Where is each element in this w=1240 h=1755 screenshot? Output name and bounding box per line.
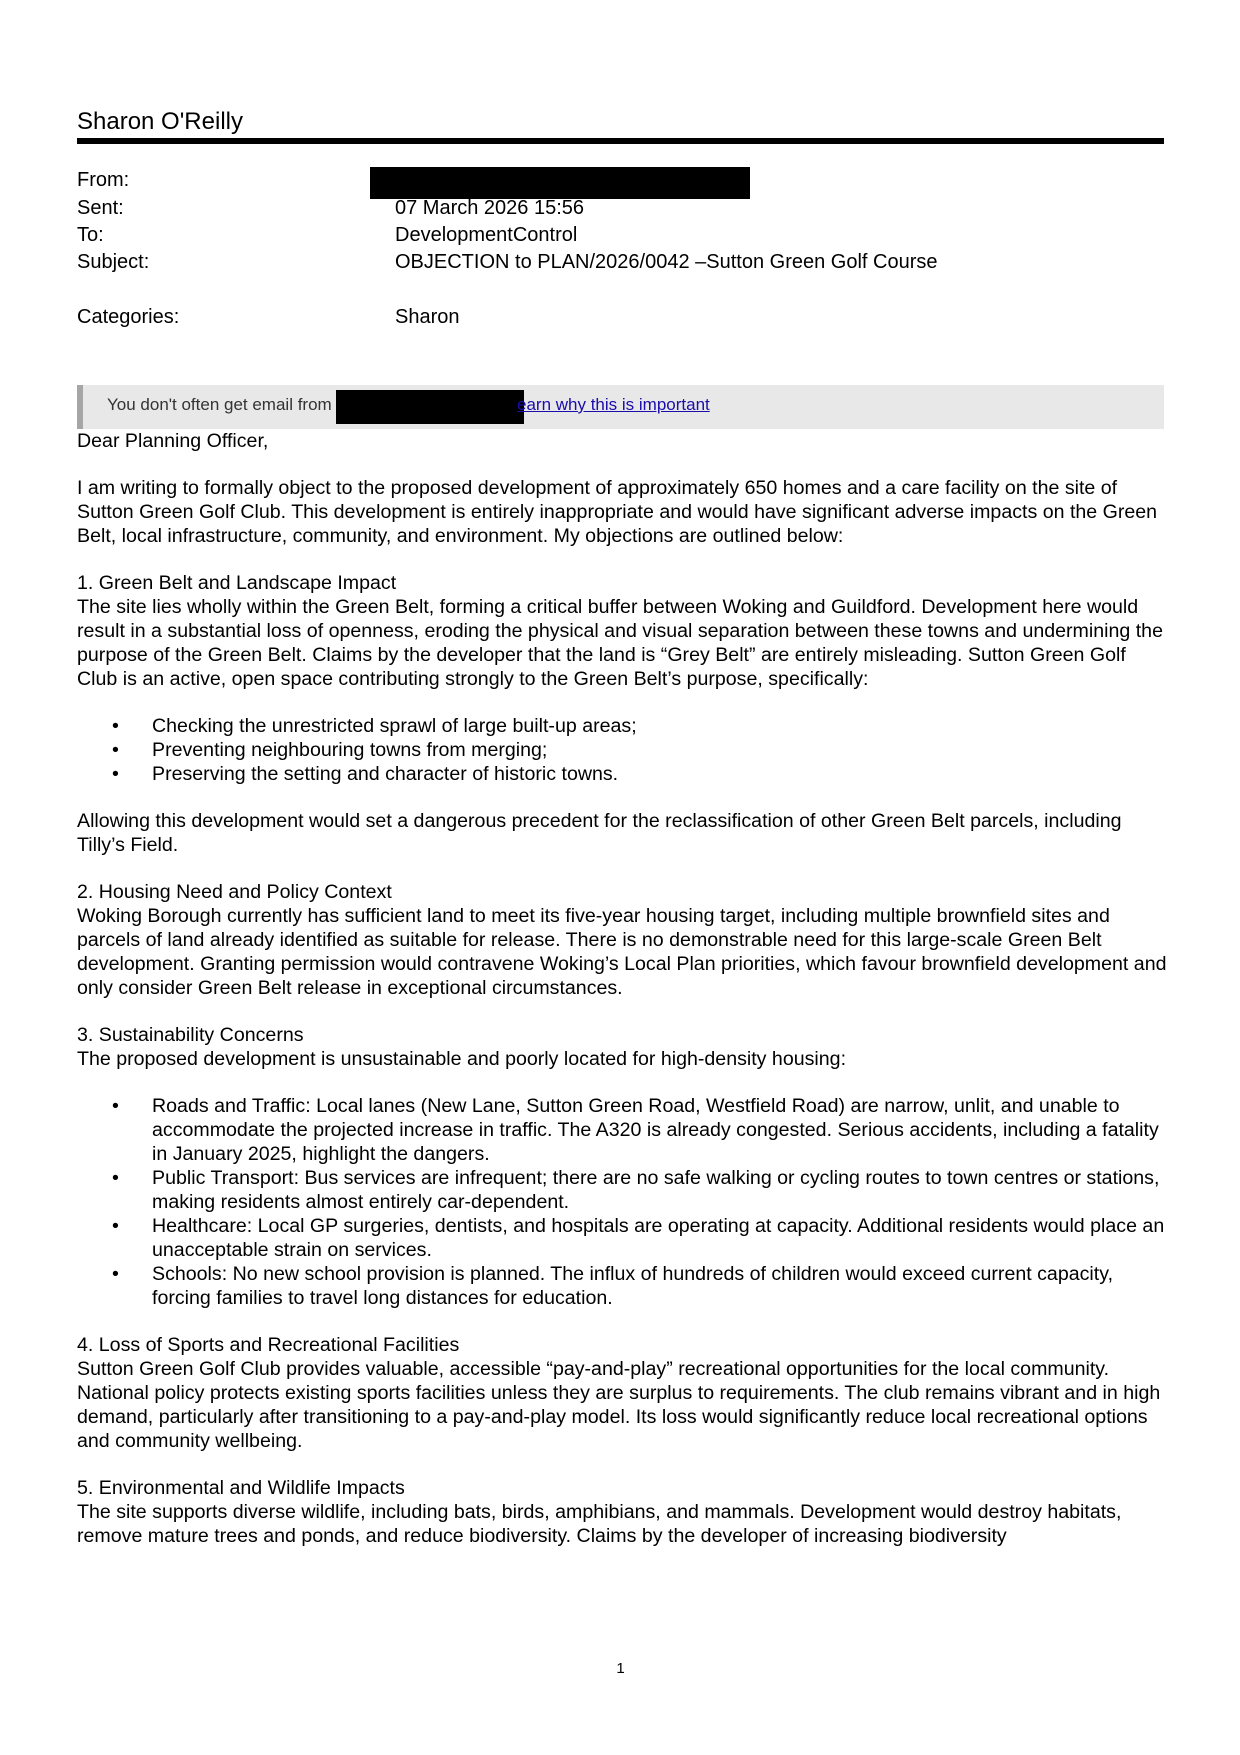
to-value: DevelopmentControl [395,224,578,246]
sent-label: Sent: [77,197,124,219]
salutation: Dear Planning Officer, [77,430,269,452]
sender-name: Sharon O'Reilly [77,108,243,135]
list-item [152,1166,1167,1214]
section-heading: 4. Loss of Sports and Recreational Facilities [77,1334,460,1356]
banner-redaction [336,390,524,424]
list-item-label: Public Transport: [152,1167,300,1189]
section-heading: 1. Green Belt and Landscape Impact [77,572,397,594]
section-heading: 3. Sustainability Concerns [77,1024,304,1046]
list-item [152,1094,1167,1166]
section-text: The proposed development is unsustainable and poorly located for high-density housing: [77,1048,847,1070]
list-item [152,1262,1167,1310]
section-text: The site lies wholly within the Green Belt, forming a critical buffer between Woking and Guildford. Development here would result in a substantial loss of openness, eroding the physical and visual separation between these towns and undermining the purpose of the Green Belt. Claims by the developer that the land is “Grey Belt” are entirely misleading. Sutton Green Golf Club is an active, open space contributing strongly to the Green Belt’s purpose, specifically: [77,596,1163,690]
list-item [152,1214,1167,1262]
sustainability-list [77,1094,1167,1310]
section-heading: 5. Environmental and Wildlife Impacts [77,1477,405,1499]
to-label: To: [77,224,104,246]
list-item: • Preserving the setting and character of historic towns. [152,762,1167,786]
list-item-text: Local GP surgeries, dentists, and hospitals are operating at capacity. Additional residents would place an unacceptable strain on services. [152,1215,1165,1261]
intro-paragraph: I am writing to formally object to the proposed development of approximately 650 homes and a care facility on the site of Sutton Green Golf Club. This development is entirely inappropriate and would have significant adverse impacts on the Green Belt, local infrastructure, community, and environment. My objections are outlined below: [77,477,1158,547]
categories-value: Sharon [395,306,460,328]
banner-accent-bar [77,385,83,429]
list-item-text: Local lanes (New Lane, Sutton Green Road, Westfield Road) are narrow, unlit, and unable to accommodate the projected increase in traffic. The A320 is already congested. Serious accidents, including a fatality in January 2025, highlight the dangers. [152,1095,1159,1165]
email-body [77,429,1167,1548]
list-item-label: Healthcare: [152,1215,253,1237]
sent-value: 07 March 2026 15:56 [395,197,585,219]
from-label: From: [77,169,130,191]
section-heading: 2. Housing Need and Policy Context [77,881,392,903]
list-item-text: No new school provision is planned. The influx of hundreds of children would exceed current capacity, forcing families to travel long distances for education. [152,1263,1114,1309]
section-text: Sutton Green Golf Club provides valuable, accessible “pay-and-play” recreational opportunities for the local community. National policy protects existing sports facilities unless they are surplus to requirements. The club remains vibrant and in high demand, particularly after transitioning to a pay-and-play model. Its loss would significantly reduce local recreational options and community wellbeing. [77,1358,1161,1452]
list-item-text: Bus services are infrequent; there are no safe walking or cycling routes to town centres or stations, making residents almost entirely car-dependent. [152,1167,1160,1213]
section-text: Woking Borough currently has sufficient land to meet its five-year housing target, including multiple brownfield sites and parcels of land already identified as suitable for release. There is no demonstrable need for this large-scale Green Belt development. Granting permission would contravene Woking’s Local Plan priorities, which favour brownfield development and only consider Green Belt release in exceptional circumstances. [77,905,1167,999]
categories-label: Categories: [77,306,180,328]
green-belt-list [77,714,1167,786]
list-item-label: Schools: [152,1263,228,1285]
page-number: 1 [616,1660,625,1677]
banner-text: You don't often get email from [107,395,332,414]
subject-value: OBJECTION to PLAN/2026/0042 –Sutton Green Golf Course [395,251,938,273]
section-text: Allowing this development would set a dangerous precedent for the reclassification of other Green Belt parcels, including Tilly’s Field. [77,810,1122,856]
header-rule [77,138,1164,144]
external-sender-banner [77,385,1164,429]
list-item-label: Roads and Traffic: [152,1095,311,1117]
subject-label: Subject: [77,251,150,273]
section-text: The site supports diverse wildlife, including bats, birds, amphibians, and mammals. Development would destroy habitats, remove mature trees and ponds, and reduce biodiversity. Claims by the developer of increasing biodiversity [77,1501,1122,1547]
list-item: • Checking the unrestricted sprawl of large built-up areas; [152,714,1167,738]
list-item: • Preventing neighbouring towns from merging; [152,738,1167,762]
learn-more-link[interactable]: earn why this is important [517,395,710,414]
